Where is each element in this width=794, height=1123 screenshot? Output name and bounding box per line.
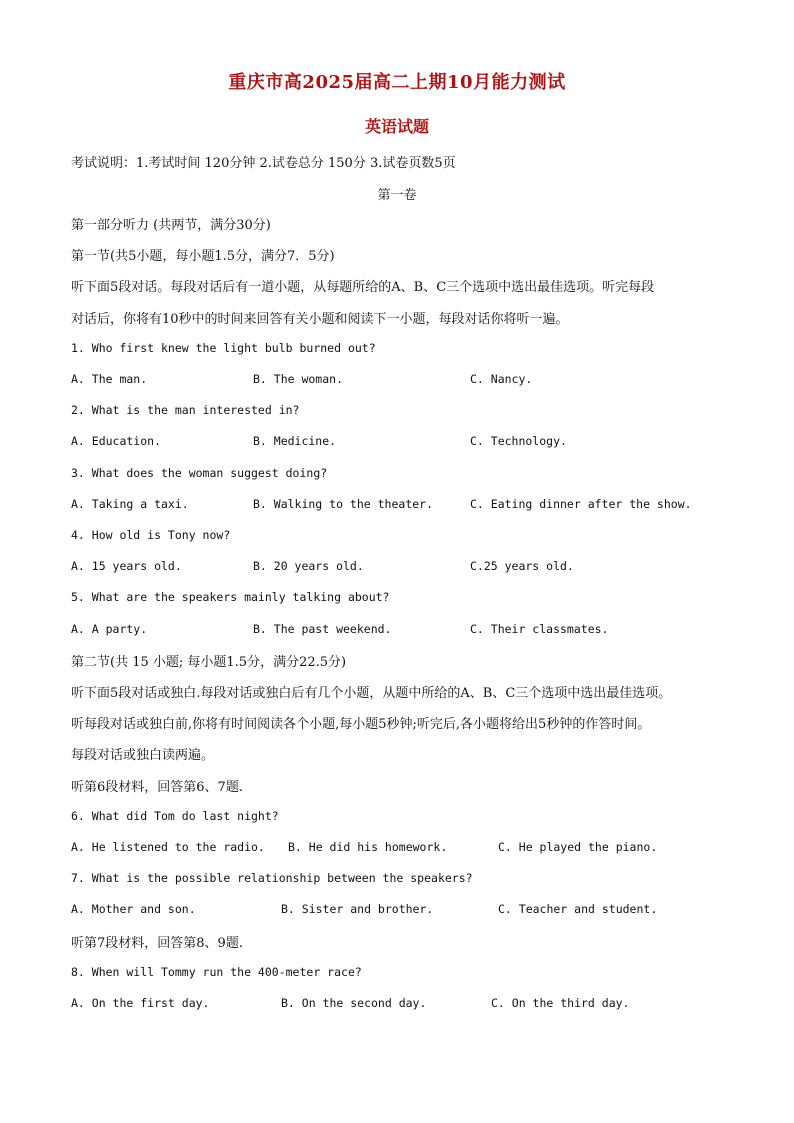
volume-label: 第一卷 [377,188,417,203]
section1-instruction-1: 听下面5段对话。每段对话后有一道小题，从每题所给的A、B、C三个选项中选出最佳选项。听完每段 [71,280,655,295]
q3-option-a: A. Taking a taxi. [71,497,189,511]
q4-option-c: C.25 years old. [470,559,574,573]
q1-option-b: B. The woman. [253,372,344,386]
q3-option-b: B. Walking to the theater. [253,497,434,511]
section2-instruction-3: 每段对话或独白读两遍。 [71,748,215,763]
section2-heading: 第二节(共 15 小题; 每小题1.5分，满分22.5分) [71,655,347,670]
q2-option-c: C. Technology. [470,434,567,448]
question-1: 1. Who first knew the light bulb burned out? [71,341,376,355]
q8-option-c: C. On the third day. [491,996,630,1010]
question-7: 7. What is the possible relationship between the speakers? [71,871,473,885]
question-4: 4. How old is Tony now? [71,528,231,542]
section1-heading: 第一节(共5小题，每小题1.5分，满分7．5分) [71,249,335,264]
section1-instruction-2: 对话后，你将有10秒中的时间来回答有关小题和阅读下一小题，每段对话你将听一遍。 [71,312,569,327]
q6-option-c: C. He played the piano. [498,840,658,854]
q7-option-b: B. Sister and brother. [281,902,434,916]
q5-option-c: C. Their classmates. [470,622,609,636]
q4-option-a: A. 15 years old. [71,559,182,573]
q2-option-b: B. Medicine. [253,434,337,448]
question-2: 2. What is the man interested in? [71,403,300,417]
question-5: 5. What are the speakers mainly talking about? [71,590,390,604]
question-8: 8. When will Tommy run the 400-meter race? [71,965,362,979]
question-6: 6. What did Tom do last night? [71,809,279,823]
material-6-label: 听第6段材料，回答第6、7题. [71,780,243,795]
q5-option-b: B. The past weekend. [253,622,392,636]
exam-note: 考试说明：1.考试时间 120分钟 2.试卷总分 150分 3.试卷页数5页 [71,156,456,171]
q2-option-a: A. Education. [71,434,162,448]
q5-option-a: A. A party. [71,622,148,636]
exam-subtitle: 英语试题 [364,117,429,136]
exam-title: 重庆市高2025届高二上期10月能力测试 [228,72,566,93]
q3-option-c: C. Eating dinner after the show. [470,497,692,511]
q1-option-a: A. The man. [71,372,148,386]
q7-option-a: A. Mother and son. [71,902,196,916]
q1-option-c: C. Nancy. [470,372,533,386]
q4-option-b: B. 20 years old. [253,559,364,573]
section2-instruction-1: 听下面5段对话或独白.每段对话或独白后有几个小题，从题中所给的A、B、C三个选项中选出最佳选项。 [71,686,672,701]
q7-option-c: C. Teacher and student. [498,902,658,916]
question-3: 3. What does the woman suggest doing? [71,466,328,480]
q6-option-a: A. He listened to the radio. [71,840,265,854]
q8-option-b: B. On the second day. [281,996,427,1010]
q8-option-a: A. On the first day. [71,996,210,1010]
material-7-label: 听第7段材料，回答第8、9题. [71,936,243,951]
q6-option-b: B. He did his homework. [288,840,448,854]
section2-instruction-2: 听每段对话或独白前,你将有时间阅读各个小题,每小题5秒钟;听完后,各小题将给出5秒钟的作答时间。 [71,717,651,732]
part1-heading: 第一部分听力 (共两节，满分30分) [71,218,271,233]
